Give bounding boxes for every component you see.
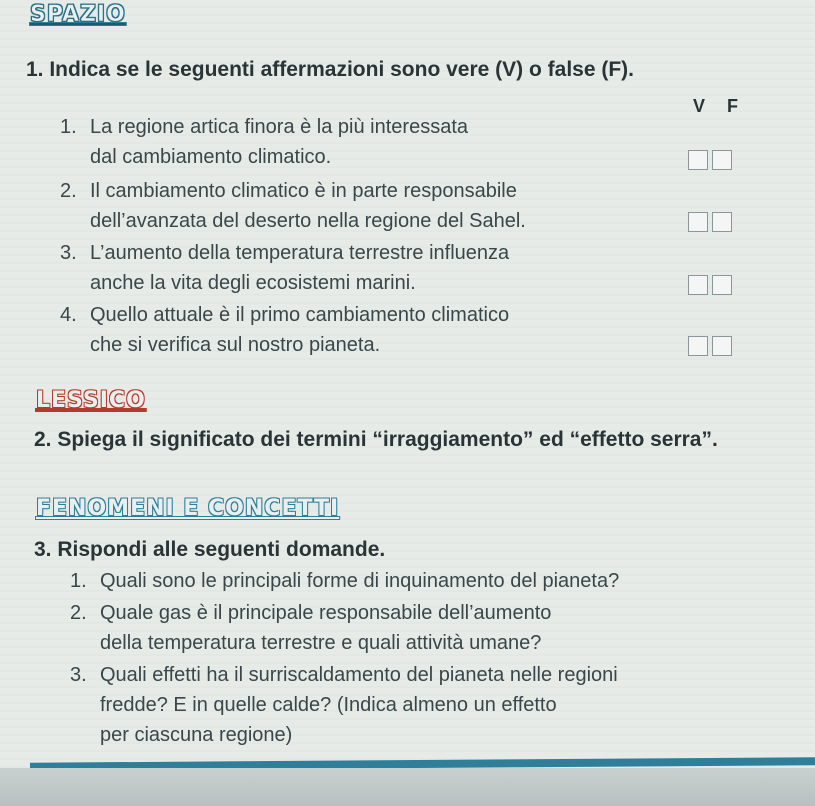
statement-text-line2: dell’avanzata del deserto nella regione del Sahel. [90, 210, 526, 232]
statement-1-checkboxes [688, 150, 732, 170]
statement-number: 4. [60, 304, 77, 326]
statement-4 [60, 300, 509, 360]
question-2-title: 2. Spiega il significato dei termini “irraggiamento” ed “effetto serra”. [34, 428, 718, 451]
false-checkbox[interactable] [712, 336, 732, 356]
statement-text-line2: anche la vita degli ecosistemi marini. [90, 272, 416, 294]
section-tag-fenomeni-e-concetti: FENOMENI E CONCETTI [36, 496, 340, 521]
item-text-line1: Quale gas è il principale responsabile dell’aumento [100, 602, 552, 624]
page-bottom-edge [0, 768, 815, 806]
item-text-line1: Quali effetti ha il surriscaldamento del pianeta nelle regioni [100, 664, 618, 686]
section-tag-lessico: LESSICO [36, 388, 146, 413]
item-number: 3. [70, 664, 87, 686]
question-3-item-2 [70, 598, 551, 658]
true-checkbox[interactable] [688, 275, 708, 295]
item-text-line3: per ciascuna regione) [100, 724, 293, 746]
true-checkbox[interactable] [688, 212, 708, 232]
item-number: 2. [70, 602, 87, 624]
question-3-title: 3. Rispondi alle seguenti domande. [34, 538, 386, 561]
statement-text-line1: Quello attuale è il primo cambiamento climatico [90, 304, 510, 326]
statement-2-checkboxes [688, 212, 732, 232]
statement-4-checkboxes [688, 336, 732, 356]
false-column-label: F [727, 96, 738, 116]
statement-2 [60, 176, 526, 236]
false-checkbox[interactable] [712, 275, 732, 295]
statement-3 [60, 238, 509, 298]
statement-text-line2: che si verifica sul nostro pianeta. [90, 334, 381, 356]
false-checkbox[interactable] [712, 212, 732, 232]
statement-text-line1: L’aumento della temperatura terrestre influenza [90, 242, 510, 264]
statement-number: 2. [60, 180, 77, 202]
statement-text-line2: dal cambiamento climatico. [90, 146, 332, 168]
true-checkbox[interactable] [688, 336, 708, 356]
true-checkbox[interactable] [688, 150, 708, 170]
statement-text-line1: Il cambiamento climatico è in parte responsabile [90, 180, 517, 202]
true-false-header [693, 96, 738, 117]
question-1-title: 1. Indica se le seguenti affermazioni sono vere (V) o false (F). [26, 58, 634, 81]
section-tag-spazio: SPAZIO [30, 2, 126, 27]
statement-number: 3. [60, 242, 77, 264]
question-3-item-1 [70, 566, 619, 596]
statement-3-checkboxes [688, 275, 732, 295]
true-column-label: V [693, 96, 706, 116]
question-3-item-3 [70, 660, 618, 750]
item-text-line2: fredde? E in quelle calde? (Indica almeno un effetto [100, 694, 557, 716]
statement-text-line1: La regione artica finora è la più interessata [90, 116, 469, 138]
statement-number: 1. [60, 116, 77, 138]
false-checkbox[interactable] [712, 150, 732, 170]
item-text-line2: della temperatura terrestre e quali attività umane? [100, 632, 542, 654]
statement-1 [60, 112, 468, 172]
item-text-line1: Quali sono le principali forme di inquinamento del pianeta? [100, 570, 620, 592]
item-number: 1. [70, 570, 87, 592]
